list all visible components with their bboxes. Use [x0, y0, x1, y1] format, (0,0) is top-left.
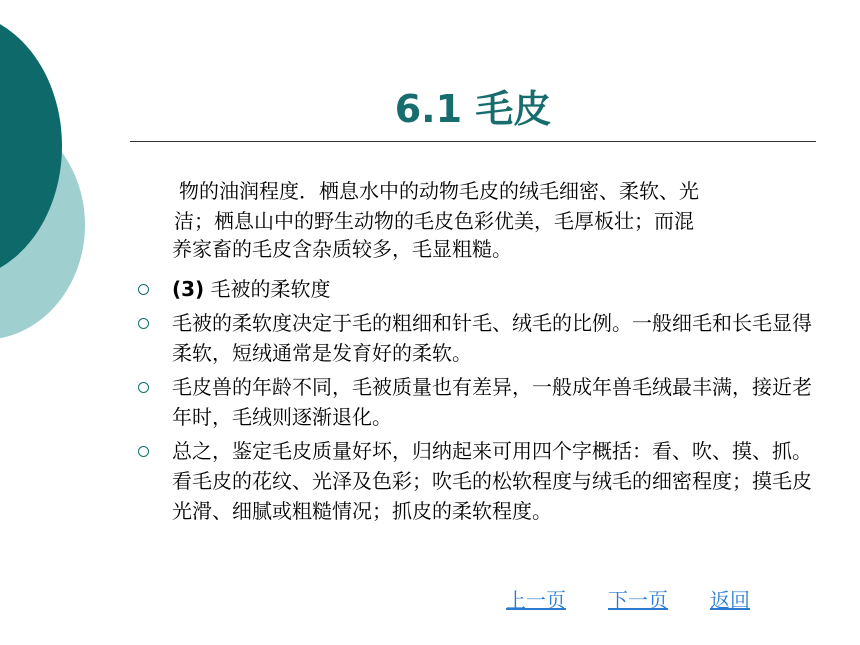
intro-line: 养家畜的毛皮含杂质较多，毛显粗糙。 — [172, 237, 512, 261]
next-page-link[interactable]: 下一页 — [608, 588, 668, 612]
intro-line: 洁；栖息山中的野生动物的毛皮色彩优美，毛厚板壮；而混 — [174, 209, 694, 233]
bullet-item — [138, 372, 818, 432]
hollow-circle-bullet-icon — [138, 284, 149, 295]
bullet-prefix: (3) — [172, 277, 205, 301]
bullet-text: 总之，鉴定毛皮质量好坏，归纳起来可用四个字概括：看、吹、摸、抓。看毛皮的花纹、光泽及色彩；吹毛的松软程度与绒毛的细密程度；摸毛皮光滑、细腻或粗糙情况；抓皮的柔软程度。 — [172, 439, 812, 523]
title-divider — [130, 141, 816, 142]
bullet-item — [138, 308, 818, 368]
bullet-text: 毛被的柔软度决定于毛的粗细和针毛、绒毛的比例。一般细毛和长毛显得柔软，短绒通常是发育好的柔软。 — [172, 311, 812, 365]
hollow-circle-bullet-icon — [138, 446, 149, 457]
slide-title: 6.1 毛皮 — [394, 87, 552, 131]
intro-paragraph — [172, 176, 812, 264]
hollow-circle-bullet-icon — [138, 318, 149, 329]
bullet-item — [138, 436, 818, 526]
hollow-circle-bullet-icon — [138, 382, 149, 393]
bullet-item — [138, 274, 818, 304]
prev-page-link[interactable]: 上一页 — [506, 588, 566, 612]
back-link[interactable]: 返回 — [710, 588, 750, 612]
intro-line: 物的油润程度．栖息水中的动物毛皮的绒毛细密、柔软、光 — [179, 179, 699, 203]
bullet-text: 毛被的柔软度 — [204, 277, 331, 301]
bullet-list — [138, 274, 818, 530]
bullet-text: 毛皮兽的年龄不同，毛被质量也有差异，一般成年兽毛绒最丰满，接近老年时，毛绒则逐渐退化。 — [172, 375, 812, 429]
